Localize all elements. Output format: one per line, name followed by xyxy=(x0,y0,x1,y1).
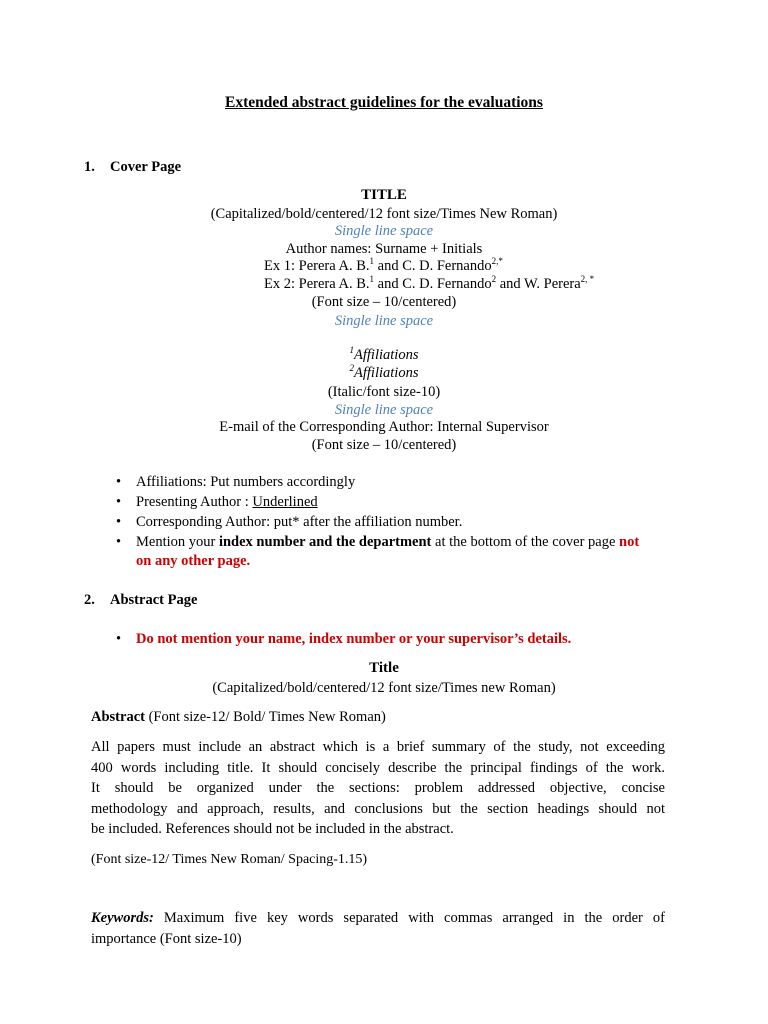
cover-title: TITLE xyxy=(361,187,407,203)
section-title: Abstract Page xyxy=(110,592,198,608)
bullet-dot: • xyxy=(116,631,122,647)
ex1-sup2: 2,* xyxy=(491,256,503,266)
abstract-paragraph xyxy=(91,737,665,840)
section-heading-abstract-page xyxy=(84,591,197,609)
paragraph-line: methodology and approach, results, and conclusions but the section headings should not xyxy=(91,800,665,817)
bullet-text-prefix: Presenting Author : xyxy=(136,494,253,510)
paragraph-format: (Font size-12/ Times New Roman/ Spacing-1.15) xyxy=(91,852,368,867)
abstract-label xyxy=(91,708,386,726)
affiliation-1-sup: 1 xyxy=(349,345,355,355)
abstract-label-format: (Font size-12/ Bold/ Times New Roman) xyxy=(144,709,386,725)
abstract-label-bold: Abstract xyxy=(91,709,145,725)
author-example-1 xyxy=(264,257,503,275)
bullet-dot: • xyxy=(116,474,122,490)
section-number: 2. xyxy=(84,592,95,608)
underlined-text: Underlined xyxy=(252,494,318,510)
abstract-title: Title xyxy=(369,660,399,676)
paragraph-line: 400 words including title. It should concisely describe the principal findings of the work. xyxy=(91,759,665,776)
bullet-text-suffix: at the bottom of the cover page xyxy=(431,534,620,550)
bullet-dot: • xyxy=(116,534,122,550)
ex1-sup1: 1 xyxy=(369,256,375,266)
bullet-text xyxy=(136,493,318,511)
author-names-label: Author names: Surname + Initials xyxy=(285,241,483,257)
red-warning-text: Do not mention your name, index number or your supervisor’s details. xyxy=(136,631,572,647)
paragraph-line: It should be organized under the sections: problem addressed objective, concise xyxy=(91,780,665,796)
ex2-sup3: 2, * xyxy=(580,274,595,284)
ex1-prefix: Ex 1: Perera A. B. xyxy=(264,258,370,274)
section-title: Cover Page xyxy=(110,159,181,175)
affiliation-1 xyxy=(0,346,768,364)
single-line-space-note: Single line space xyxy=(334,402,434,418)
single-line-space-note: Single line space xyxy=(334,223,434,239)
document-title: Extended abstract guidelines for the evaluations xyxy=(225,94,543,111)
keywords-text: Maximum five key words separated with commas arranged in the order of xyxy=(153,910,665,926)
red-warning-text: on any other page. xyxy=(136,553,251,569)
author-format: (Font size – 10/centered) xyxy=(311,294,457,310)
bold-text: index number and the department xyxy=(218,534,432,550)
ex1-mid: and C. D. Fernando xyxy=(374,258,492,274)
bullet-text: Corresponding Author: put* after the affiliation number. xyxy=(136,514,463,530)
bullet-dot: • xyxy=(116,494,122,510)
ex2-mid2: and W. Perera xyxy=(496,276,581,292)
keywords-label: Keywords: xyxy=(91,910,154,926)
paragraph-line: All papers must include an abstract which is a brief summary of the study, not exceeding xyxy=(91,739,665,755)
cover-title-format: (Capitalized/bold/centered/12 font size/Times New Roman) xyxy=(210,206,558,222)
ex2-mid: and C. D. Fernando xyxy=(374,276,492,292)
bullet-text xyxy=(136,533,639,551)
section-heading-cover-page xyxy=(84,158,181,176)
affiliation-1-text: Affiliations xyxy=(354,347,419,363)
bullet-text: Affiliations: Put numbers accordingly xyxy=(136,474,356,490)
single-line-space-note: Single line space xyxy=(334,313,434,329)
affiliation-2 xyxy=(0,364,768,382)
bullet-text-prefix: Mention your xyxy=(136,534,219,550)
paragraph-line: be included. References should not be included in the abstract. xyxy=(91,821,454,837)
red-warning-text: not xyxy=(619,534,640,550)
keywords-paragraph xyxy=(91,908,665,949)
paragraph-line: importance (Font size-10) xyxy=(91,930,242,947)
bullet-dot: • xyxy=(116,514,122,530)
ex2-sup1: 1 xyxy=(369,274,375,284)
corresponding-email-line: E-mail of the Corresponding Author: Internal Supervisor xyxy=(219,419,549,435)
abstract-title-format: (Capitalized/bold/centered/12 font size/Times new Roman) xyxy=(212,680,556,696)
affiliation-format: (Italic/font size-10) xyxy=(327,384,441,400)
affiliation-2-sup: 2 xyxy=(349,363,355,373)
affiliation-2-text: Affiliations xyxy=(354,365,419,381)
section-number: 1. xyxy=(84,159,95,175)
paragraph-line xyxy=(91,908,665,929)
ex2-prefix: Ex 2: Perera A. B. xyxy=(264,276,370,292)
ex2-sup2: 2 xyxy=(491,274,497,284)
author-example-2 xyxy=(264,275,594,293)
email-format: (Font size – 10/centered) xyxy=(311,437,457,453)
